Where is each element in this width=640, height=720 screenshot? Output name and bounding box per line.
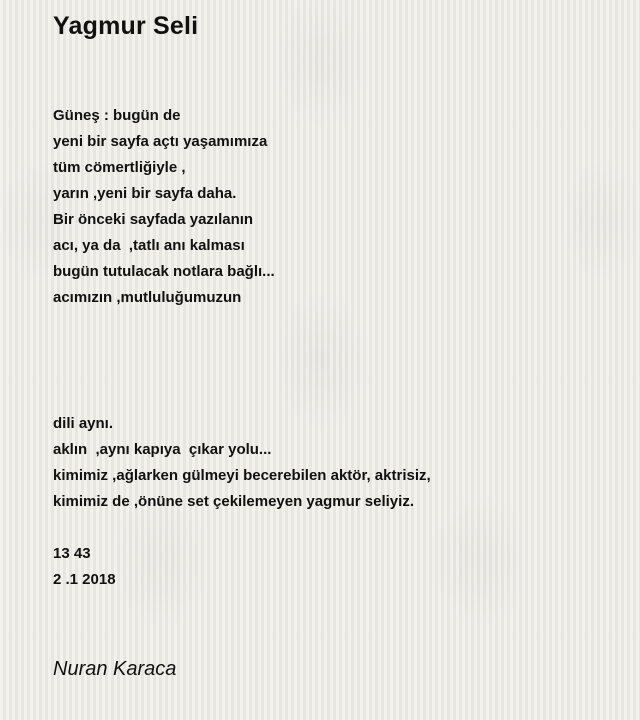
poem-line: kimimiz de ,önüne set çekilemeyen yagmur seliyiz. [53, 493, 414, 510]
poem-line: yeni bir sayfa açtı yaşamımıza [53, 133, 268, 150]
poem-author: Nuran Karaca [53, 658, 177, 680]
poem-title: Yagmur Seli [53, 12, 199, 40]
poem-line: acımızın ,mutluluğumuzun [53, 289, 242, 306]
poem-line: Güneş : bugün de [53, 107, 181, 124]
poem-line: tüm cömertliğiyle , [53, 159, 186, 176]
stanza-1 [53, 103, 275, 311]
poem-line: kimimiz ,ağlarken gülmeyi becerebilen aktör, aktrisiz, [53, 467, 431, 484]
poem-date: 2 .1 2018 [53, 571, 116, 588]
poem-line: aklın ,aynı kapıya çıkar yolu... [53, 441, 272, 458]
poem-line: yarın ,yeni bir sayfa daha. [53, 185, 237, 202]
poem-line: dili aynı. [53, 415, 114, 432]
poem-time: 13 43 [53, 545, 91, 562]
stanza-2 [53, 411, 431, 515]
poem-line: Bir önceki sayfada yazılanın [53, 211, 254, 228]
date-time-stanza [53, 541, 116, 593]
poem-line: acı, ya da ,tatlı anı kalması [53, 237, 245, 254]
poem-line: bugün tutulacak notlara bağlı... [53, 263, 275, 280]
